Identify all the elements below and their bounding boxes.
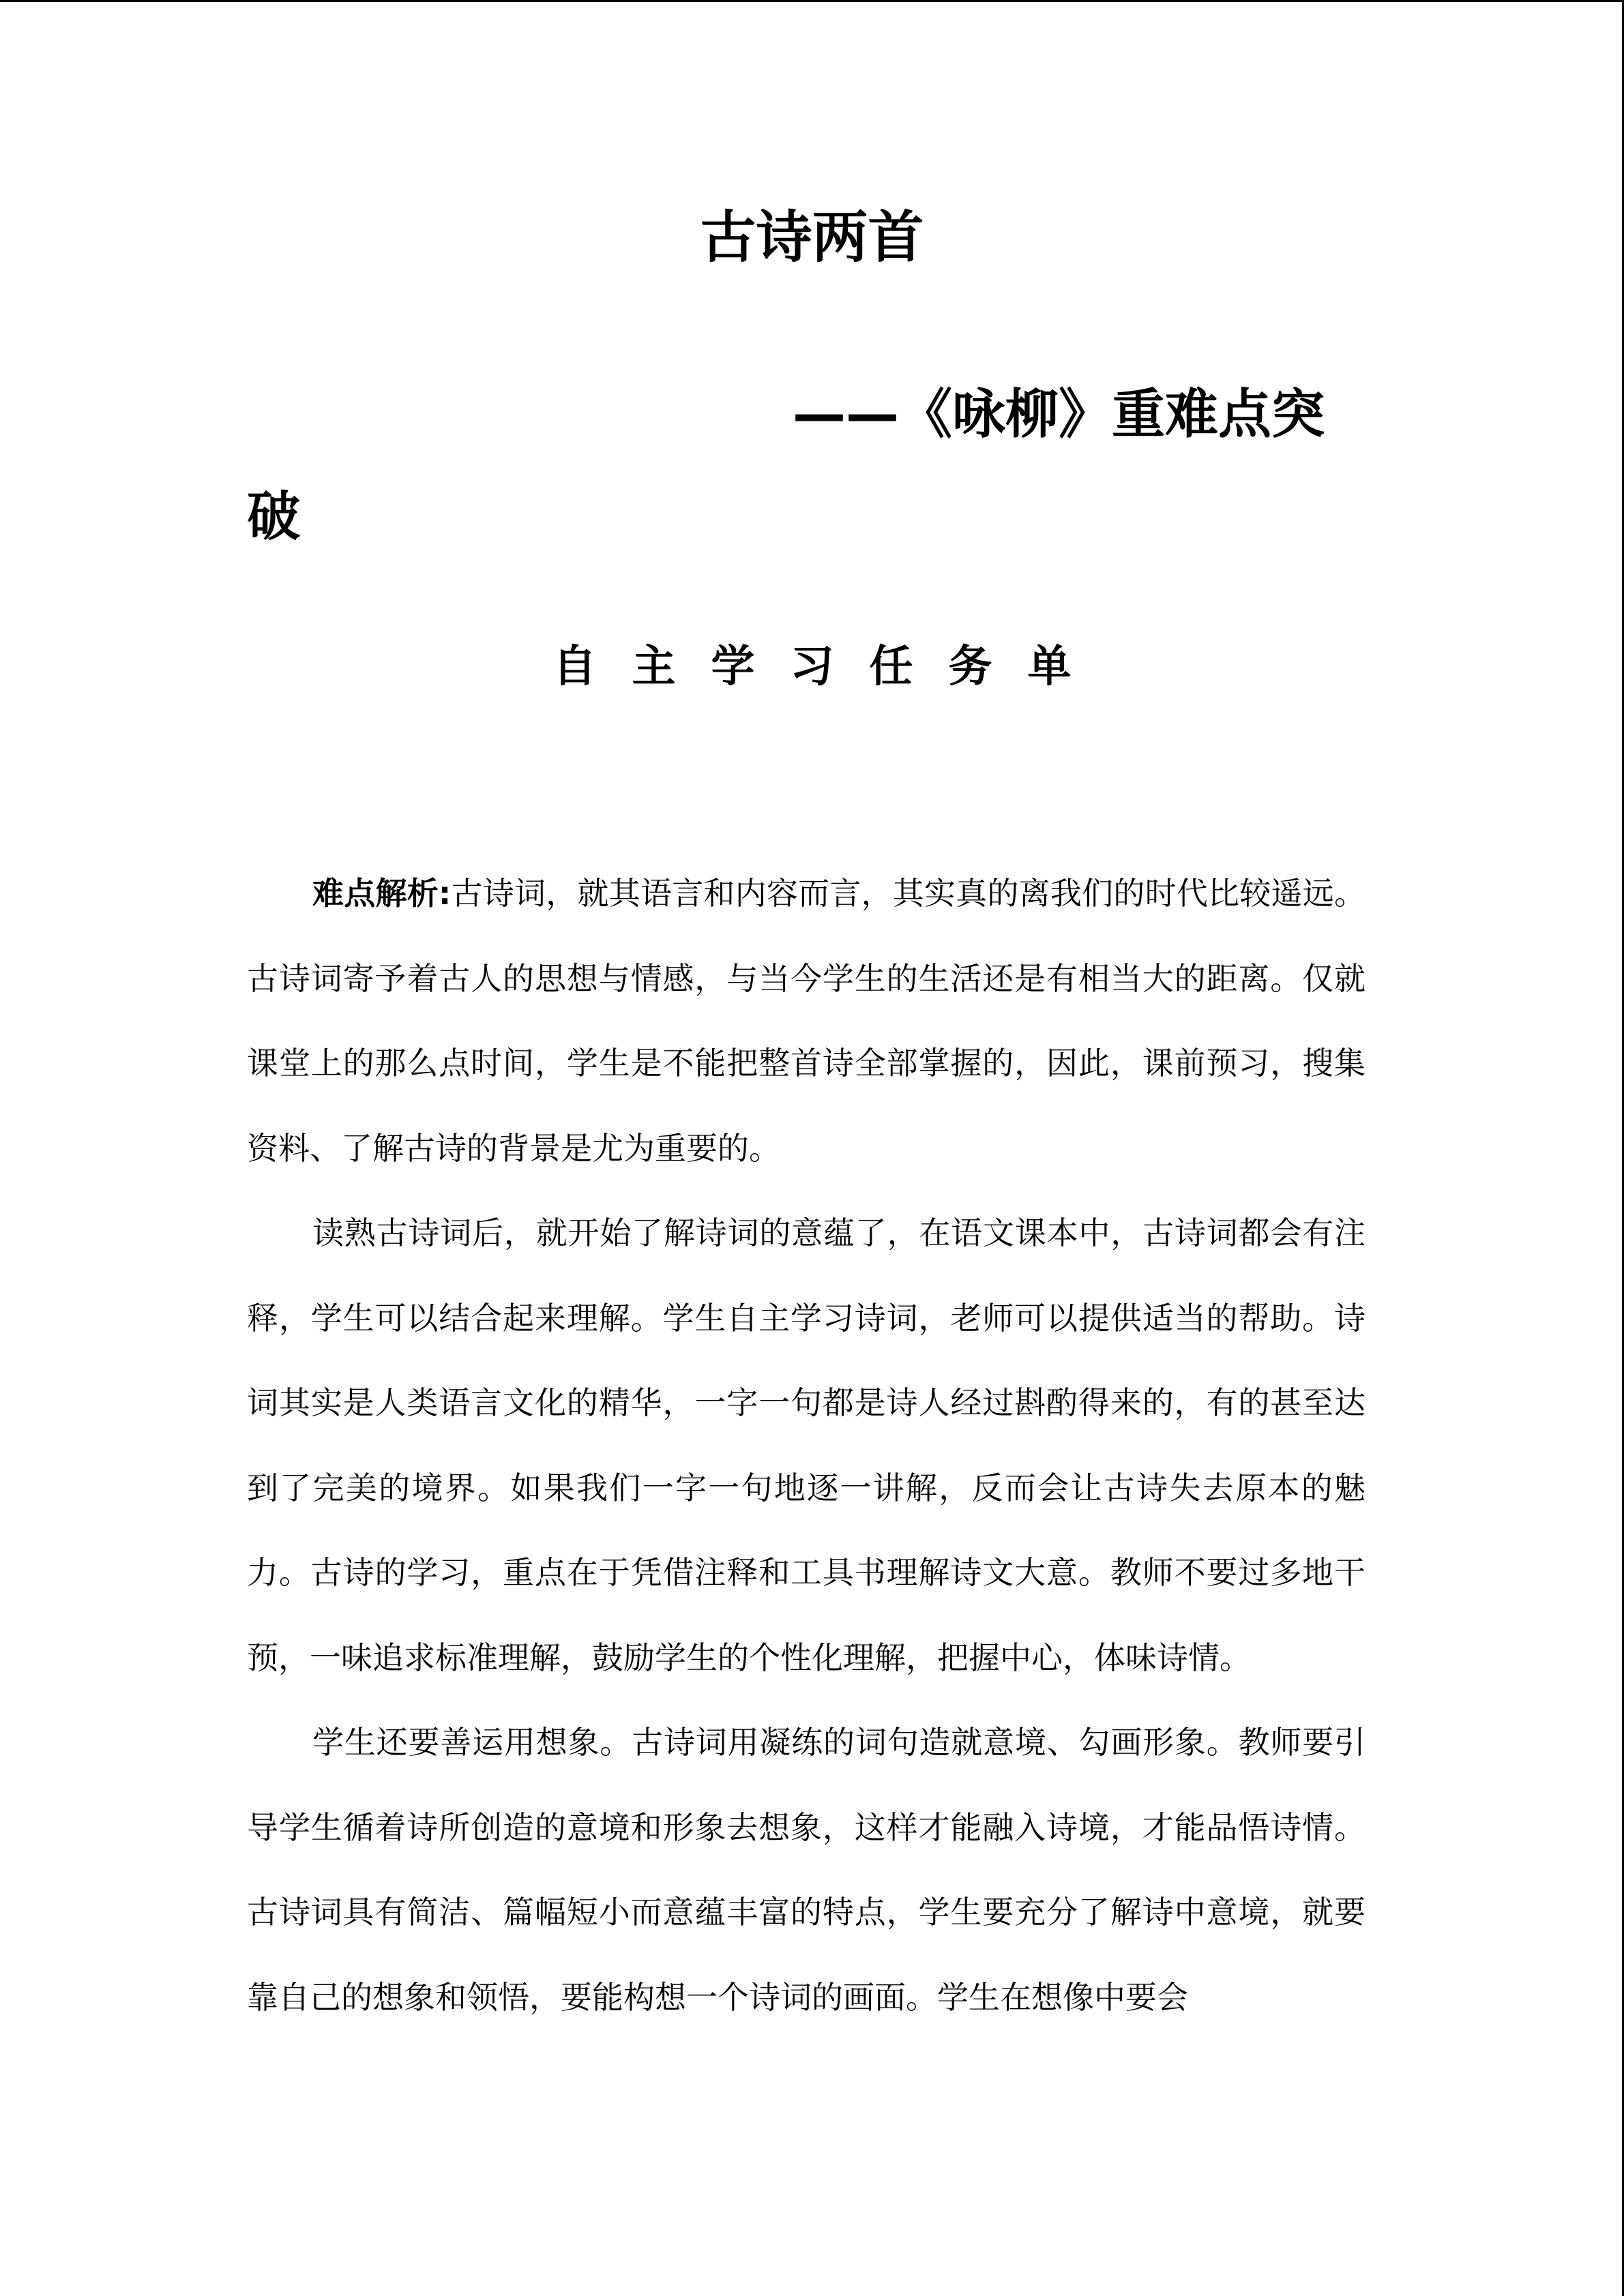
task-sheet-heading: 自主学习任务单 — [552, 642, 1107, 692]
paragraph-text: 古诗词，就其语言和内容而言，其实真的离我们的时代比较遥远。古诗词寄予着古人的思想与情感，与当今学生的生活还是有相当大的距离。仅就课堂上的那么点时间，学生是不能把整首诗全部掌握的，因此，课前预习，搜集资料、了解古诗的背景是尤为重要的。 — [247, 875, 1366, 1167]
paragraph-reading-poems: 读熟古诗词后，就开始了解诗词的意蕴了，在语文课本中，古诗词都会有注释，学生可以结合起来理解。学生自主学习诗词，老师可以提供适当的帮助。诗词其实是人类语言文化的精华，一字一句都是诗人经过斟酌得来的，有的甚至达到了完美的境界。如果我们一字一句地逐一讲解，反而会让古诗失去原本的魅力。古诗的学习，重点在于凭借注释和工具书理解诗文大意。教师不要过多地干预，一味追求标准理解，鼓励学生的个性化理解，把握中心，体味诗情。 — [247, 1214, 1365, 1676]
paragraph-imagination: 学生还要善运用想象。古诗词用凝练的词句造就意境、勾画形象。教师要引导学生循着诗所创造的意境和形象去想象，这样才能融入诗境，才能品悟诗情。古诗词具有简洁、篇幅短小而意蕴丰富的特点，学生要充分了解诗中意境，就要靠自己的想象和领悟，要能构想一个诗词的画面。学生在想像中要会 — [247, 1724, 1365, 2016]
paragraph-difficulty-analysis — [247, 851, 1365, 1191]
paragraph-label: 难点解析: — [312, 875, 452, 912]
page-title: 古诗两首 — [700, 205, 924, 270]
document-body — [247, 851, 1365, 2040]
page-subtitle: ——《咏柳》重难点突破 — [247, 384, 1325, 548]
